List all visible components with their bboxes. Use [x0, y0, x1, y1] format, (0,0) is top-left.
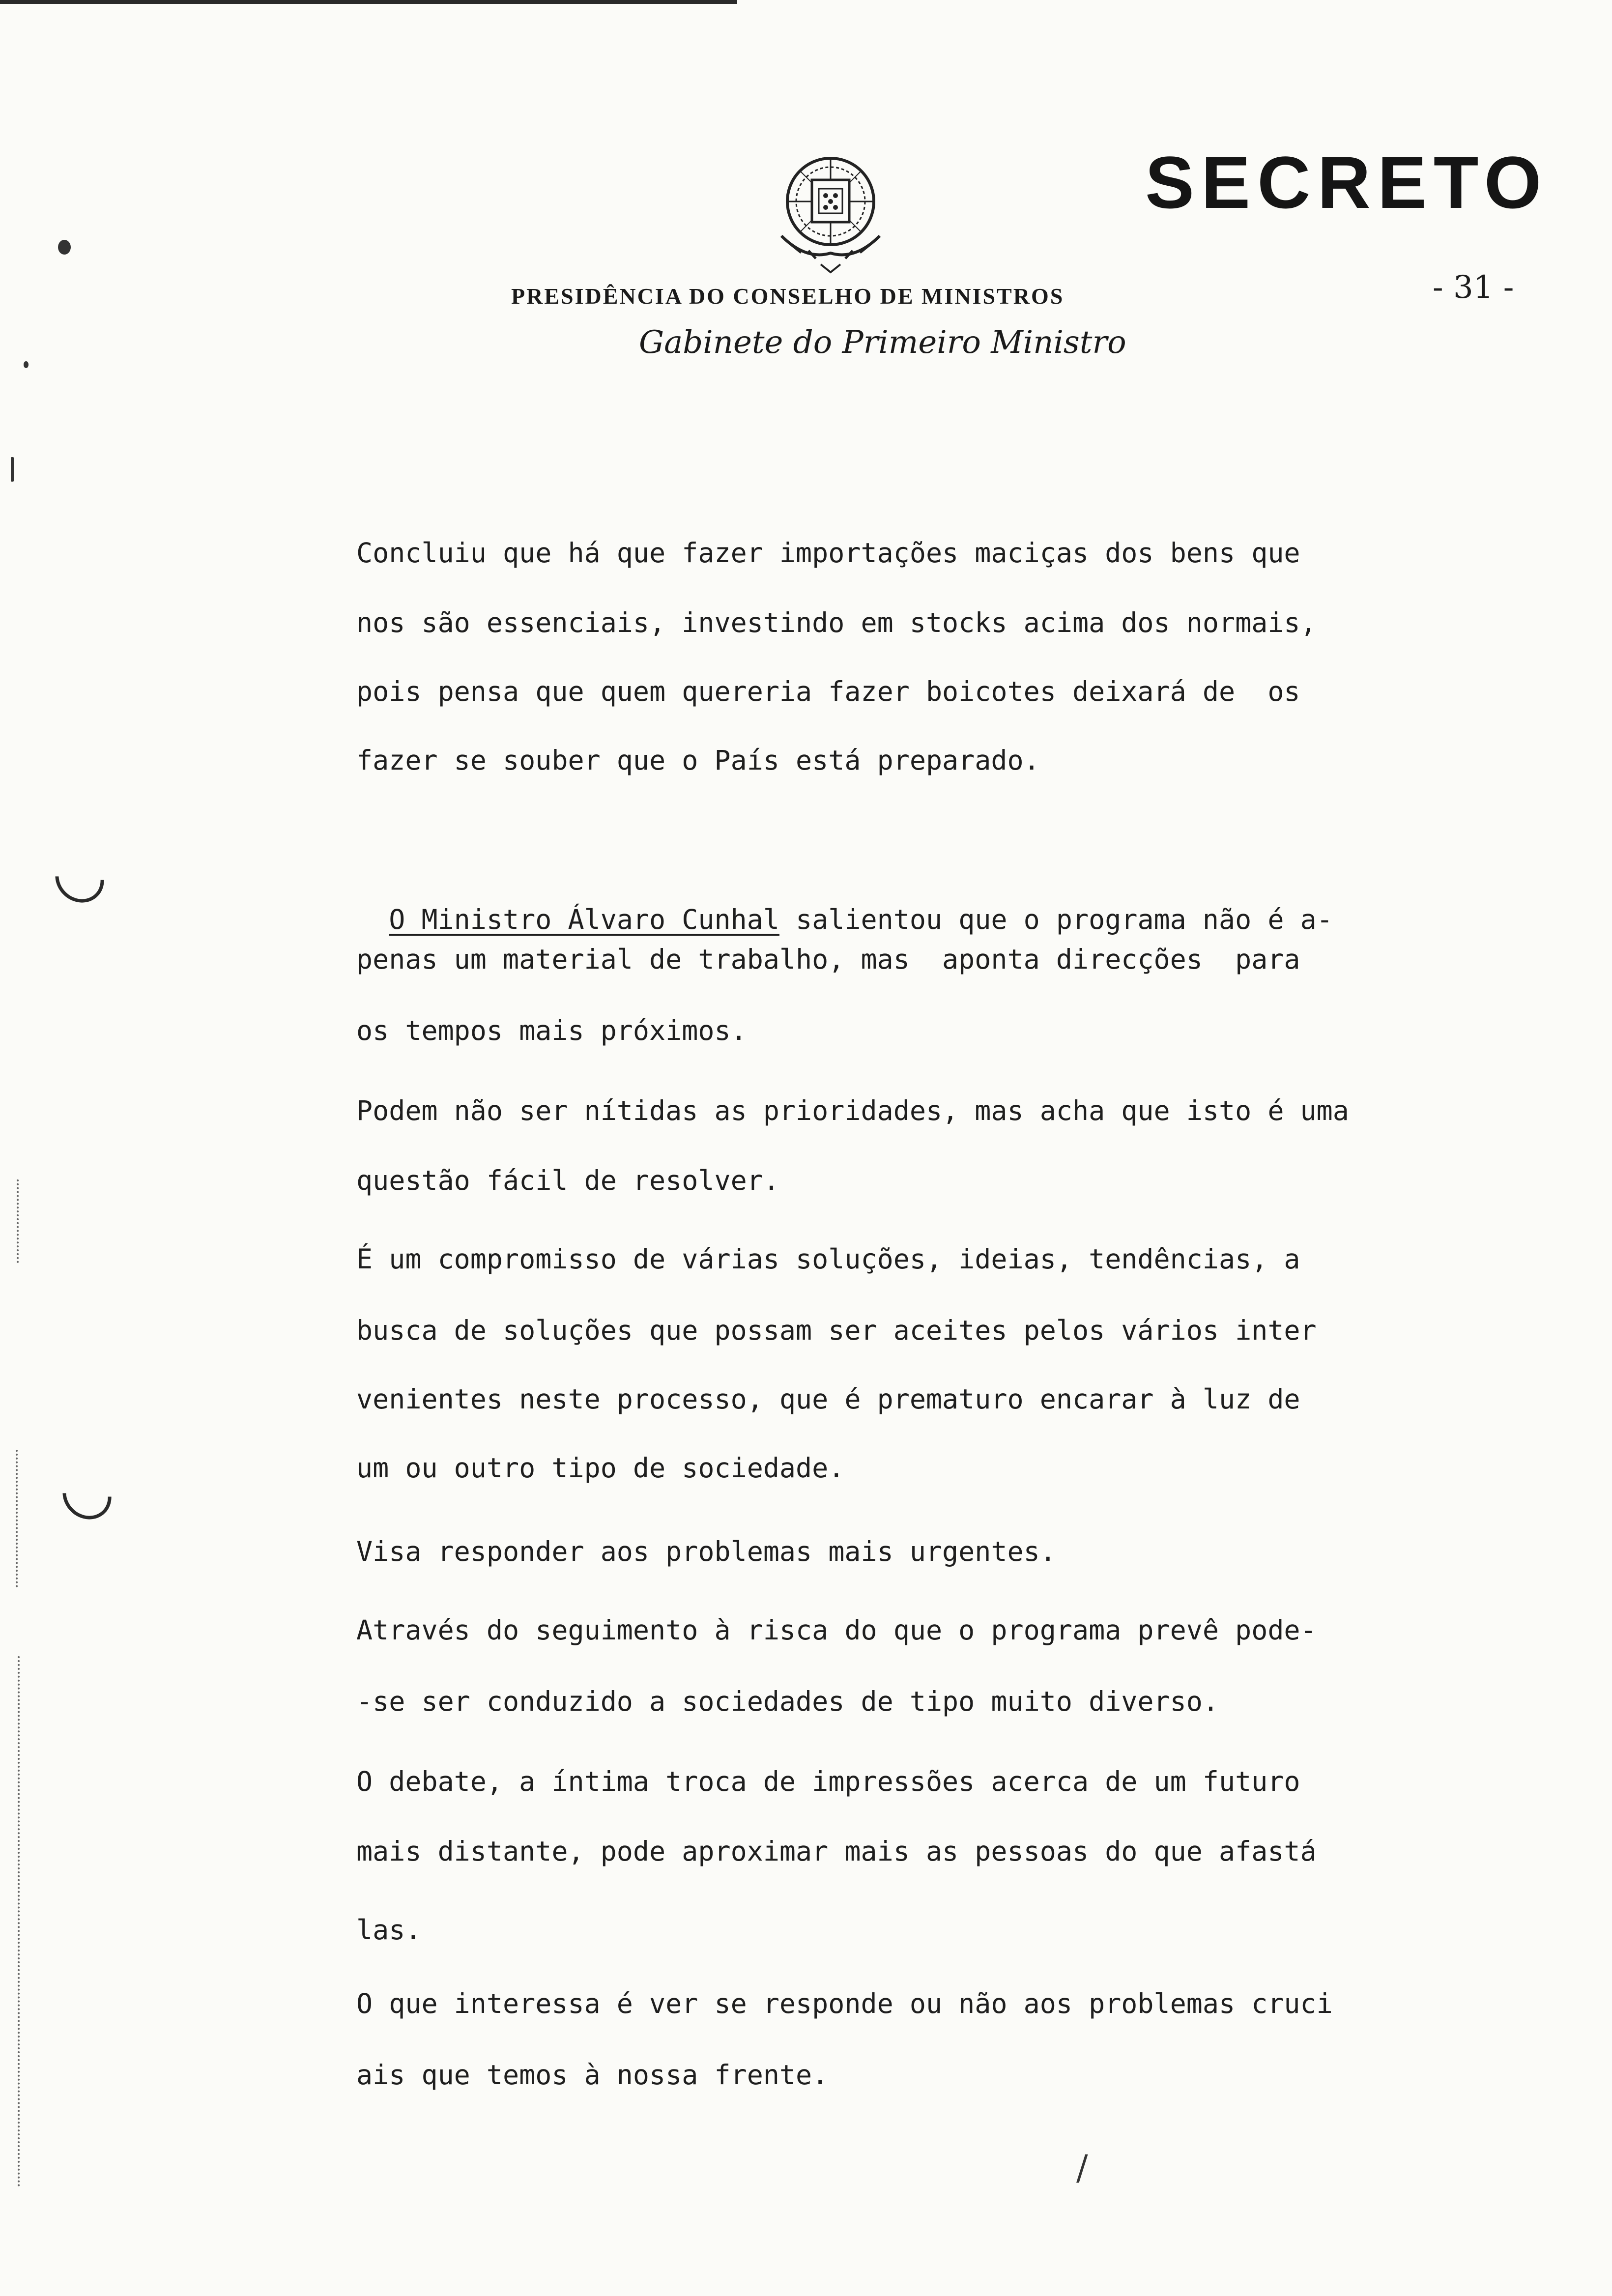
margin-dots — [17, 1179, 21, 1263]
body-line-text: salientou que o programa não é a- — [796, 904, 1333, 935]
body-line: busca de soluções que possam ser aceites pelos vários inter — [356, 1315, 1317, 1346]
body-line: É um compromisso de várias soluções, ideias, tendências, a — [356, 1243, 1300, 1275]
margin-speck — [11, 457, 14, 482]
margin-dots — [18, 1656, 22, 2187]
body-line-speaker — [356, 872, 1333, 935]
body-line: venientes neste processo, que é prematuro encarar à luz de — [356, 1383, 1300, 1415]
body-line: os tempos mais próximos. — [356, 1015, 747, 1046]
margin-speck — [24, 361, 29, 368]
body-line: Podem não ser nítidas as prioridades, mas acha que isto é uma — [356, 1095, 1349, 1126]
body-line: fazer se souber que o País está preparado. — [356, 745, 1040, 776]
body-line: pois pensa que quem quereria fazer boicotes deixará de os — [356, 676, 1300, 707]
body-line: O debate, a íntima troca de impressões acerca de um futuro — [356, 1766, 1300, 1797]
handwritten-mark: / — [1076, 2148, 1088, 2188]
body-line: ais que temos à nossa frente. — [356, 2059, 829, 2091]
margin-speck — [58, 240, 71, 255]
coat-of-arms-emblem — [772, 147, 890, 275]
punch-hole-mark — [53, 1461, 121, 1529]
body-line: O que interessa é ver se responde ou não aos problemas cruci — [356, 1988, 1333, 2019]
secret-stamp: SECRETO — [1145, 141, 1549, 224]
body-line: Através do seguimento à risca do que o programa prevê pode- — [356, 1614, 1317, 1646]
body-line: questão fácil de resolver. — [356, 1165, 779, 1196]
letterhead-title: PRESIDÊNCIA DO CONSELHO DE MINISTROS — [511, 284, 1065, 309]
body-line: -se ser conduzido a sociedades de tipo muito diverso. — [356, 1686, 1219, 1717]
body-line: Visa responder aos problemas mais urgentes. — [356, 1536, 1056, 1567]
body-line: Concluiu que há que fazer importações maciças dos bens que — [356, 537, 1300, 569]
body-line: nos são essenciais, investindo em stocks acima dos normais, — [356, 607, 1317, 638]
top-rule — [0, 0, 737, 4]
body-line: um ou outro tipo de sociedade. — [356, 1452, 845, 1484]
margin-dots — [16, 1450, 20, 1587]
body-line: las. — [356, 1914, 422, 1946]
page-number: - 31 - — [1433, 269, 1514, 306]
speaker-name: O Ministro Álvaro Cunhal — [389, 904, 779, 935]
letterhead-subtitle: Gabinete do Primeiro Ministro — [639, 324, 1126, 361]
body-line: mais distante, pode aproximar mais as pessoas do que afastá — [356, 1836, 1317, 1867]
body-line: penas um material de trabalho, mas aponta direcções para — [356, 944, 1300, 975]
punch-hole-mark — [45, 844, 114, 913]
